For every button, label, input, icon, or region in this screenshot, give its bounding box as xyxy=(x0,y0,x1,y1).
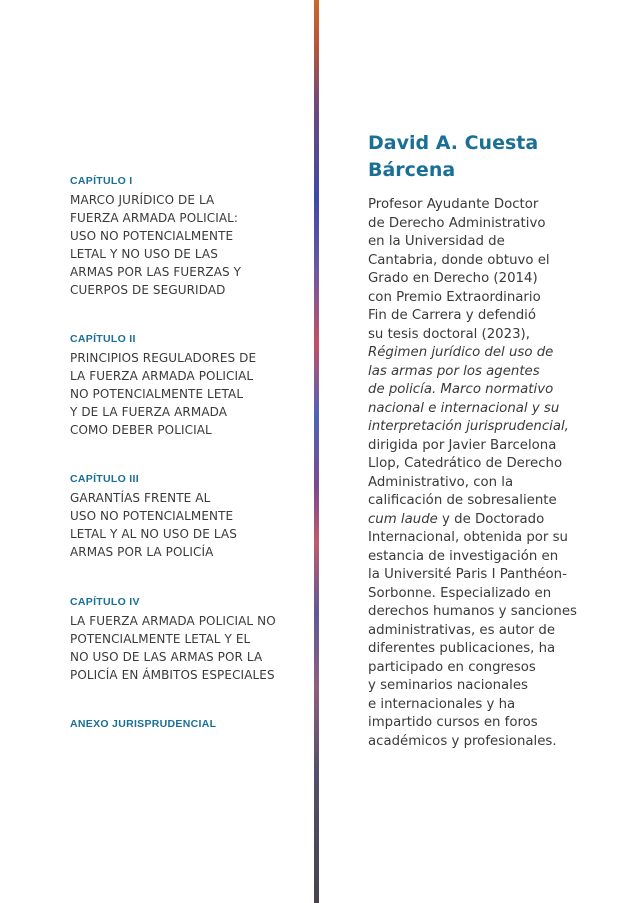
chapter-title: MARCO JURÍDICO DE LA FUERZA ARMADA POLICIAL: USO NO POTENCIALMENTE LETAL Y NO USO DE LAS ARMAS POR LAS FUERZAS Y CUERPOS DE SEGURIDAD xyxy=(70,193,242,297)
bio-line: interpretación jurisprudencial, xyxy=(368,419,569,434)
bio-line: cum laude y de Doctorado xyxy=(368,511,545,527)
bio-line: dirigida por Javier Barcelona xyxy=(368,437,557,453)
bio-line: participado en congresos xyxy=(368,659,536,675)
bio-line: calificación de sobresaliente xyxy=(368,493,557,508)
bio-line: Régimen jurídico del uso de xyxy=(368,345,554,360)
bio-line: en la Universidad de xyxy=(368,234,505,249)
chapter-3 xyxy=(70,472,300,561)
bio-line: administrativas, es autor de xyxy=(368,622,555,638)
bio-line: las armas por los agentes xyxy=(368,363,540,379)
author-bio xyxy=(368,196,618,751)
bio-line: nacional e internacional y su xyxy=(368,400,560,416)
bio-line: derechos humanos y sanciones xyxy=(368,604,577,619)
chapter-label: CAPÍTULO III xyxy=(70,473,139,485)
bio-line: Fin de Carrera y defendió xyxy=(368,308,537,323)
bio-line: Profesor Ayudante Doctor xyxy=(368,197,539,212)
bio-line: de Derecho Administrativo xyxy=(368,215,546,231)
bio-line: de policía. Marco normativo xyxy=(368,382,554,397)
chapter-title: LA FUERZA ARMADA POLICIAL NO POTENCIALMENTE LETAL Y EL NO USO DE LAS ARMAS POR LA POLICÍA EN ÁMBITOS ESPECIALES xyxy=(70,614,276,682)
bio-line: Grado en Derecho (2014) xyxy=(368,271,538,286)
annex-label: ANEXO JURISPRUDENCIAL xyxy=(70,718,217,730)
bio-line: Internacional, obtenida por su xyxy=(368,530,568,545)
bio-line: Llop, Catedrático de Derecho xyxy=(368,456,563,471)
bio-line: su tesis doctoral (2023), xyxy=(368,326,530,342)
chapter-label: CAPÍTULO I xyxy=(70,175,133,187)
gradient-divider xyxy=(314,0,319,903)
chapter-title: PRINCIPIOS REGULADORES DE LA FUERZA ARMADA POLICIAL NO POTENCIALMENTE LETAL Y DE LA FUERZA ARMADA COMO DEBER POLICIAL xyxy=(70,351,257,437)
chapter-title: GARANTÍAS FRENTE AL USO NO POTENCIALMENTE LETAL Y AL NO USO DE LAS ARMAS POR LA POLICÍA xyxy=(70,491,237,559)
bio-line: e internacionales y ha xyxy=(368,696,516,712)
bio-line: con Premio Extraordinario xyxy=(368,289,541,305)
chapter-1 xyxy=(70,174,300,299)
chapter-4 xyxy=(70,595,300,684)
bio-line: impartido cursos en foros xyxy=(368,715,538,730)
bio-line: Administrativo, con la xyxy=(368,474,514,490)
chapter-label: CAPÍTULO IV xyxy=(70,596,140,608)
annex xyxy=(70,717,300,734)
bio-line: académicos y profesionales. xyxy=(368,733,557,749)
chapter-label: CAPÍTULO II xyxy=(70,333,136,345)
bio-line: y seminarios nacionales xyxy=(368,678,528,693)
bio-line: estancia de investigación en xyxy=(368,548,559,564)
bio-line: la Université Paris I Panthéon- xyxy=(368,567,567,582)
bio-line: diferentes publicaciones, ha xyxy=(368,641,556,656)
bio-line: Sorbonne. Especializado en xyxy=(368,585,552,601)
chapter-2 xyxy=(70,332,300,439)
bio-line: Cantabria, donde obtuvo el xyxy=(368,252,550,268)
author-name: David A. Cuesta Bárcena xyxy=(368,132,539,181)
